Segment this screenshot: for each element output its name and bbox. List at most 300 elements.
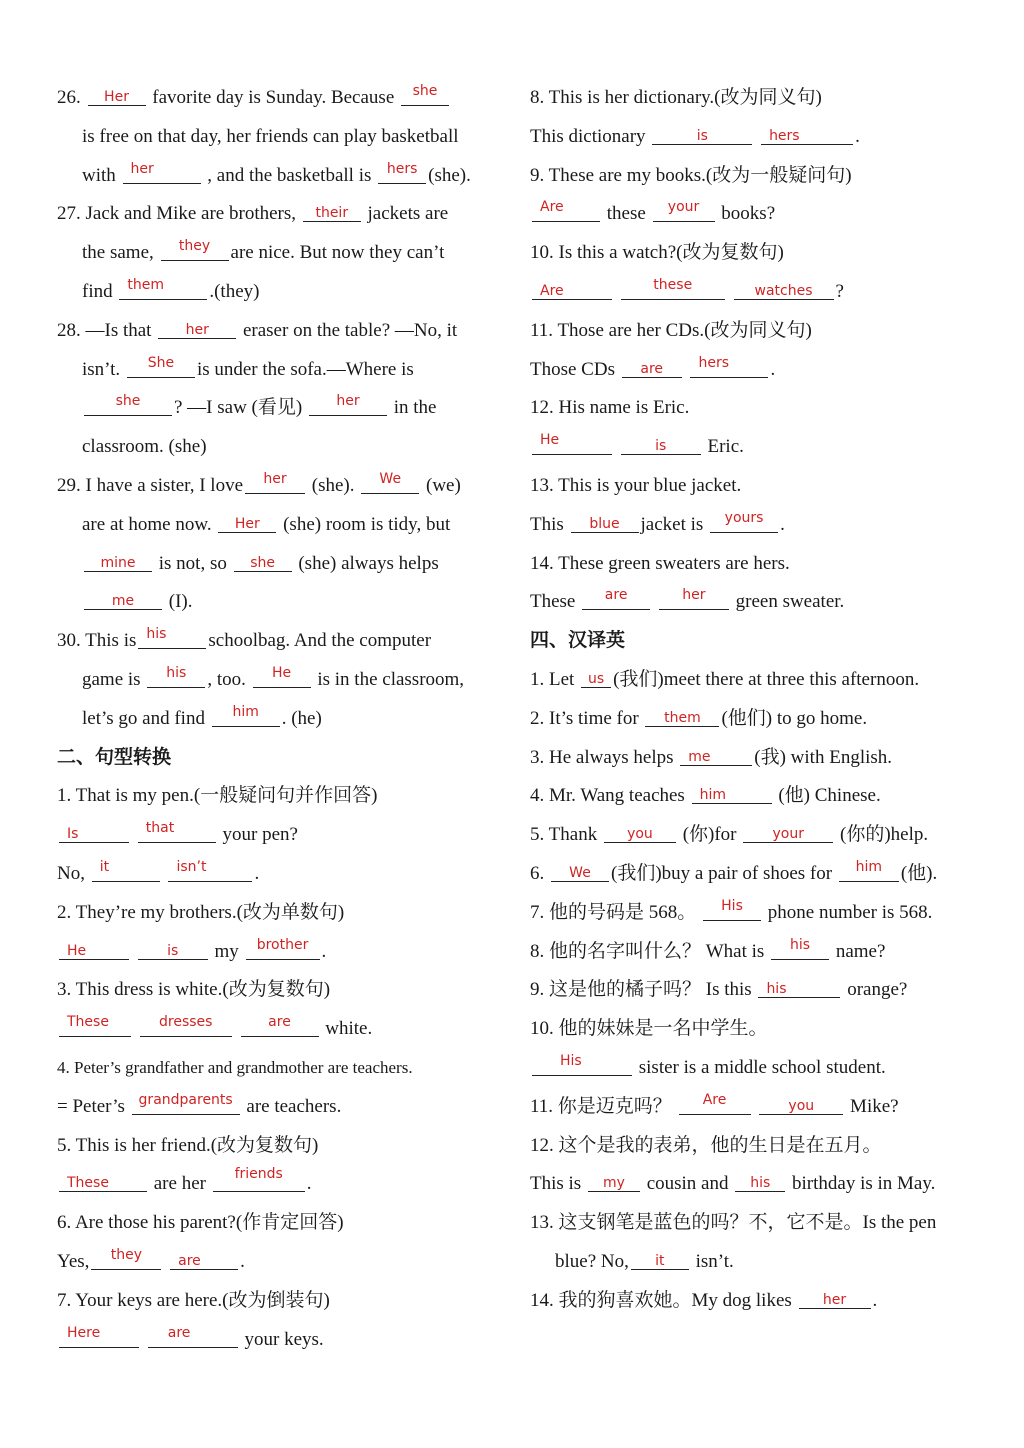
t13-line	[530, 1243, 970, 1282]
q28-answer-1: her	[185, 321, 209, 338]
q26-line1	[57, 79, 497, 118]
t10-text-1: sister is a middle school student.	[638, 1056, 886, 1078]
q29-text-2: (she).	[311, 474, 355, 496]
r10-answer-1: Are	[540, 282, 564, 299]
r12-answer-1: He	[540, 432, 560, 449]
q29-blank-4[interactable]	[84, 551, 152, 572]
t9-answer-1: his	[766, 981, 787, 998]
s2-q3-blank-3[interactable]	[241, 1016, 319, 1037]
s2-q2-text-1: my	[214, 940, 239, 962]
t7-blank-1[interactable]	[703, 897, 761, 921]
t12-answer-1: my	[602, 1175, 625, 1192]
s2-q1-blank-4[interactable]	[168, 858, 252, 882]
t9-text-2: orange?	[847, 979, 908, 1001]
q26-answer-2: she	[412, 83, 438, 99]
q29-answer-2: We	[379, 470, 402, 487]
t11-text-1: 11. 你是迈克吗？	[530, 1095, 672, 1117]
t11-answer-2: you	[788, 1097, 815, 1114]
r9-text-1: these	[606, 203, 646, 225]
q30-answer-3: He	[272, 664, 292, 681]
r12-text-1: Eric.	[707, 436, 744, 458]
q27-text-4: are nice. But now they can’t	[230, 242, 445, 264]
t6-blank-1[interactable]	[551, 861, 609, 882]
q28-blank-1[interactable]	[158, 318, 236, 339]
t12-blank-2[interactable]	[735, 1171, 785, 1192]
q28-line3	[57, 389, 497, 428]
s2-q6-answer-1: they	[110, 1246, 143, 1263]
left-column	[57, 79, 497, 1359]
t6-answer-2: him	[855, 858, 883, 875]
t7-text-1: 7. 他的号码是 568。	[530, 901, 697, 923]
t14-text-1: 14. 我的狗喜欢她。My dog likes	[530, 1289, 792, 1311]
r11-answer-2: hers	[698, 354, 730, 371]
t13-title: 13. 这支钢笔是蓝色的吗？不，它不是。Is the pen	[530, 1212, 937, 1234]
t8-answer-1: his	[790, 936, 811, 953]
t1-text-1: 1. Let	[530, 668, 575, 690]
r13-text-1: This	[530, 513, 564, 535]
r10-blank-1[interactable]	[532, 279, 612, 300]
t3-text-1: 3. He always helps	[530, 746, 674, 768]
s2-q5-blank-1[interactable]	[59, 1171, 147, 1192]
t13-blank-1[interactable]	[631, 1249, 689, 1270]
t5-text-3: (你的)help.	[840, 824, 929, 846]
r9-blank-2[interactable]	[653, 201, 715, 222]
s2-q7-title: 7. Your keys are here.(改为倒装句)	[57, 1289, 330, 1311]
t12-text-2: cousin and	[646, 1173, 729, 1195]
q30-answer-1: his	[146, 626, 167, 643]
q28-text-2: eraser on the table? —No, it	[242, 319, 458, 341]
s2-q7-text-1: your keys.	[244, 1328, 324, 1350]
q29-answer-5: she	[250, 554, 275, 571]
q30-blank-1[interactable]	[138, 628, 206, 649]
s2-q7-blank-2[interactable]	[148, 1324, 238, 1348]
t9-blank-1[interactable]	[758, 977, 840, 998]
r8-line1	[530, 118, 970, 157]
r10-title: 10. Is this a watch?(改为复数句)	[530, 242, 784, 264]
t2-text-2: (他们) to go home.	[721, 707, 868, 729]
s2-q7-answer-2: are	[167, 1324, 191, 1341]
t1-blank-1[interactable]	[581, 667, 611, 688]
s2-q2-answer-1: He	[67, 942, 87, 959]
s2-q5-blank-2[interactable]	[213, 1166, 305, 1192]
t12-line	[530, 1165, 970, 1204]
r14-title: 14. These green sweaters are hers.	[530, 552, 790, 574]
r14-line1	[530, 583, 970, 622]
t9-line	[530, 971, 970, 1010]
q29-line4	[57, 583, 497, 622]
s2-q3-title: 3. This dress is white.(改为复数句)	[57, 979, 331, 1001]
q28-text-5: ? —I saw (看见)	[174, 397, 303, 419]
q27-line3	[57, 273, 497, 312]
r9-answer-2: your	[667, 199, 700, 216]
s2-q2-blank-2[interactable]	[138, 939, 208, 960]
q30-blank-4[interactable]	[212, 703, 280, 727]
q28-answer-4: her	[336, 393, 360, 410]
s2-q1-answer-4: isn’t	[176, 858, 207, 875]
t11-answer-1: Are	[702, 1091, 727, 1108]
r11-title: 11. Those are her CDs.(改为同义句)	[530, 319, 812, 341]
q30-line3	[57, 700, 497, 739]
t6-line	[530, 855, 970, 894]
r13-text-3: .	[780, 513, 785, 535]
q28-blank-2[interactable]	[127, 354, 195, 378]
r10-answer-2: these	[653, 276, 693, 293]
t5-blank-2[interactable]	[743, 822, 833, 843]
q29-blank-3[interactable]	[218, 512, 276, 533]
t2-answer-1: them	[664, 709, 701, 726]
t8-text-1: 8. 他的名字叫什么？ What is	[530, 940, 765, 962]
t2-blank-1[interactable]	[645, 706, 719, 727]
q27-answer-2: they	[178, 238, 211, 255]
s2-q1-text-1: your pen?	[222, 824, 298, 846]
t4-text-1: 4. Mr. Wang teaches	[530, 785, 685, 807]
r13-answer-2: yours	[724, 509, 764, 526]
r12-line1	[530, 428, 970, 467]
q26-answer-1: Her	[104, 89, 129, 105]
q27-answer-3: them	[127, 276, 164, 293]
t11-blank-2[interactable]	[759, 1094, 843, 1115]
s2-q6-text-1: Yes,	[57, 1250, 90, 1272]
t4-blank-1[interactable]	[692, 783, 772, 804]
r8-blank-1[interactable]	[652, 124, 752, 145]
t14-answer-1: her	[822, 1291, 847, 1308]
s2-q3-text-1: white.	[325, 1018, 373, 1040]
s2-q1-blank-3[interactable]	[92, 858, 160, 882]
s2-q7-blank-1[interactable]	[59, 1324, 139, 1348]
s2-q6-line1	[57, 1243, 497, 1282]
q29-blank-6[interactable]	[84, 589, 162, 610]
t2-line	[530, 700, 970, 739]
t5-answer-2: your	[772, 826, 804, 843]
r10-blank-2[interactable]	[621, 276, 725, 300]
q30-text-1: This is	[85, 630, 137, 652]
s2-q6-blank-2[interactable]	[170, 1249, 238, 1270]
q27-line1	[57, 195, 497, 234]
q30-line2	[57, 661, 497, 700]
r12-blank-2[interactable]	[621, 434, 701, 455]
t12-title: 12. 这个是我的表弟，他的生日是在五月。	[530, 1134, 882, 1156]
q30-line1	[57, 622, 497, 661]
s2-q6-blank-1[interactable]	[91, 1246, 161, 1270]
s2-q2-blank-3[interactable]	[246, 936, 320, 960]
t5-blank-1[interactable]	[604, 822, 676, 843]
t11-line	[530, 1088, 970, 1127]
t12-answer-2: his	[750, 1175, 771, 1192]
t12-text-3: birthday is in May.	[792, 1173, 936, 1195]
r14-answer-1: are	[604, 587, 628, 604]
t1-line	[530, 661, 970, 700]
q30-text-2: schoolbag. And the computer	[208, 630, 432, 652]
q29-text-6: is not, so	[158, 552, 227, 574]
q30-answer-4: him	[232, 703, 259, 720]
s2-q6-title: 6. Are those his parent?(作肯定回答)	[57, 1212, 344, 1234]
q26-text-1: favorite day is Sunday. Because	[152, 87, 395, 108]
t10-blank-1[interactable]	[532, 1052, 632, 1076]
s2-q6-text-2: .	[240, 1250, 245, 1272]
t13-text-2: isn’t.	[695, 1250, 734, 1272]
r14-answer-2: her	[682, 587, 706, 604]
q29-text-5: (she) room is tidy, but	[283, 513, 451, 535]
s2-q1-blank-2[interactable]	[138, 822, 216, 843]
s2-q7-line1	[57, 1321, 497, 1360]
t10-line	[530, 1049, 970, 1088]
s2-q5-text-2: .	[306, 1173, 312, 1195]
q26-blank-3[interactable]	[123, 160, 201, 184]
t2-text-1: 2. It’s time for	[530, 707, 639, 729]
r13-answer-1: blue	[589, 515, 620, 532]
q29-answer-4: mine	[100, 554, 136, 571]
t14-text-2: .	[872, 1289, 878, 1311]
q29-text-4: are at home now.	[82, 513, 212, 535]
q26-answer-3: her	[130, 160, 154, 177]
s2-q3-answer-3: are	[268, 1014, 291, 1031]
q28-line4	[57, 428, 497, 467]
q30-text-6: let’s go and find	[82, 707, 205, 729]
t5-text-2: (你)for	[682, 824, 737, 846]
r13-blank-2[interactable]	[710, 509, 778, 533]
r11-answer-1: are	[640, 360, 664, 377]
t1-answer-1: us	[587, 670, 605, 687]
t13-text-1: blue? No,	[555, 1250, 629, 1272]
q27-blank-3[interactable]	[119, 276, 207, 300]
r11-text-2: .	[770, 358, 776, 380]
r9-line1	[530, 195, 970, 234]
q28-line1	[57, 312, 497, 351]
q28-number: 28.	[57, 319, 81, 341]
q27-text-6: .(they)	[209, 280, 260, 302]
q28-text-7: classroom. (she)	[82, 436, 207, 458]
s2-q5-text-1: are her	[153, 1173, 206, 1195]
t3-line	[530, 739, 970, 778]
q26-number: 26.	[57, 87, 81, 108]
q29-number: 29.	[57, 474, 81, 496]
t13-answer-1: it	[655, 1252, 665, 1269]
q30-text-7: . (he)	[281, 707, 322, 729]
t8-text-2: name?	[835, 940, 886, 962]
t9-text-1: 9. 这是他的橘子吗？ Is this	[530, 979, 752, 1001]
s2-q3-answer-2: dresses	[159, 1014, 213, 1031]
q29-line3	[57, 545, 497, 584]
s2-q5-title: 5. This is her friend.(改为复数句)	[57, 1134, 319, 1156]
t1-text-2: (我们)meet there at three this afternoon.	[613, 668, 920, 690]
r13-text-2: jacket is	[640, 513, 704, 535]
t3-answer-1: me	[688, 748, 711, 765]
s2-q1-line1	[57, 816, 497, 855]
t3-text-2: (我) with English.	[754, 746, 893, 768]
q27-answer-1: their	[315, 205, 349, 222]
t12-blank-1[interactable]	[588, 1171, 640, 1192]
q27-text-1: Jack and Mike are brothers,	[85, 203, 297, 225]
q26-line2	[57, 118, 497, 157]
q29-text-7: (she) always helps	[298, 552, 439, 574]
q27-line2	[57, 234, 497, 273]
q26-text-3: with	[82, 164, 116, 186]
q29-text-3: (we)	[426, 474, 461, 496]
section2-heading: 二、句型转换	[57, 746, 172, 768]
t5-answer-1: you	[627, 826, 653, 843]
r9-blank-1[interactable]	[532, 201, 600, 222]
s2-q2-text-2: .	[321, 940, 327, 962]
s2-q4-text-1: = Peter’s	[57, 1095, 125, 1117]
r9-answer-1: Are	[540, 199, 564, 216]
t4-line	[530, 777, 970, 816]
right-column	[530, 79, 970, 1321]
r11-line1	[530, 351, 970, 390]
r10-line1	[530, 273, 970, 312]
q27-blank-2[interactable]	[161, 240, 229, 261]
s2-q3-line1	[57, 1010, 497, 1049]
t8-line	[530, 933, 970, 972]
q29-text-1: I have a sister, I love	[85, 474, 244, 496]
q30-text-5: is in the classroom,	[317, 668, 465, 690]
t10-answer-1: His	[560, 1052, 582, 1069]
q28-text-1: —Is that	[85, 319, 152, 341]
s2-q1-blank-1[interactable]	[59, 822, 129, 843]
q29-answer-6: me	[111, 593, 135, 610]
r10-text-1: ?	[835, 280, 844, 302]
section4-heading: 四、汉译英	[530, 630, 626, 652]
t3-blank-1[interactable]	[680, 745, 752, 766]
t11-blank-1[interactable]	[679, 1091, 751, 1115]
q29-line2	[57, 506, 497, 545]
r14-text-1: These	[530, 591, 576, 613]
r11-text-1: Those CDs	[530, 358, 615, 380]
s2-q5-line1	[57, 1165, 497, 1204]
s2-q1-answer-2: that	[145, 820, 175, 837]
t12-text-1: This is	[530, 1173, 582, 1195]
r8-text-2: .	[855, 125, 860, 147]
q29-answer-3: Her	[234, 515, 260, 532]
s2-q4-answer-1: grandparents	[138, 1091, 233, 1108]
q29-blank-2[interactable]	[361, 470, 419, 494]
t5-line	[530, 816, 970, 855]
q26-blank-4[interactable]	[378, 160, 426, 184]
t4-text-2: (他) Chinese.	[778, 785, 881, 807]
t5-text-1: 5. Thank	[530, 824, 598, 846]
t10-title: 10. 他的妹妹是一名中学生。	[530, 1018, 768, 1040]
q27-text-5: find	[82, 280, 113, 302]
r8-title: 8. This is her dictionary.(改为同义句)	[530, 87, 822, 108]
r11-blank-1[interactable]	[622, 357, 682, 378]
q26-blank-2[interactable]	[401, 85, 449, 106]
s2-q1-answer-3: it	[99, 858, 110, 875]
r14-blank-1[interactable]	[582, 589, 650, 610]
q29-answer-1: her	[263, 470, 287, 487]
q27-text-2: jackets are	[367, 203, 449, 225]
s2-q2-line1	[57, 933, 497, 972]
q28-line2	[57, 351, 497, 390]
r13-title: 13. This is your blue jacket.	[530, 474, 742, 496]
s2-q2-answer-2: is	[167, 942, 179, 959]
s2-q2-blank-1[interactable]	[59, 939, 129, 960]
t7-answer-1: His	[721, 897, 743, 914]
q26-answer-4: hers	[386, 160, 418, 177]
q30-blank-2[interactable]	[147, 664, 205, 688]
t14-blank-1[interactable]	[799, 1288, 871, 1309]
r10-blank-3[interactable]	[734, 279, 834, 300]
s2-q4-blank-1[interactable]	[132, 1091, 240, 1115]
s2-q5-answer-1: These	[67, 1175, 109, 1192]
q30-answer-2: his	[166, 664, 187, 681]
s2-q3-blank-2[interactable]	[140, 1016, 232, 1037]
r10-answer-3: watches	[754, 282, 813, 299]
t6-blank-2[interactable]	[839, 858, 899, 882]
q30-blank-3[interactable]	[253, 664, 311, 688]
r9-text-2: books?	[721, 203, 776, 225]
t8-blank-1[interactable]	[771, 936, 829, 960]
q27-number: 27.	[57, 203, 81, 225]
r8-text-1: This dictionary	[530, 125, 646, 147]
t14-line	[530, 1282, 970, 1321]
r11-blank-2[interactable]	[690, 354, 768, 378]
r8-answer-1: is	[696, 127, 708, 144]
q29-text-8: (I).	[168, 591, 193, 613]
q28-text-3: isn’t.	[82, 358, 121, 380]
t6-answer-1: We	[569, 864, 591, 881]
s2-q4-text-2: are teachers.	[246, 1095, 342, 1117]
q26-text-2: is free on that day, her friends can play basketball	[82, 125, 459, 147]
s2-q1-line2	[57, 855, 497, 894]
s2-q1-answer-1: Is	[67, 826, 79, 843]
r8-answer-2: hers	[769, 127, 800, 144]
q26-line3	[57, 157, 497, 196]
s2-q3-blank-1[interactable]	[59, 1016, 131, 1037]
q26-text-4: , and the basketball is	[207, 164, 372, 186]
q30-text-4: , too.	[207, 668, 246, 690]
t4-answer-1: him	[699, 787, 726, 804]
s2-q1-text-3: .	[254, 862, 260, 884]
q28-text-6: in the	[393, 397, 437, 419]
q29-blank-5[interactable]	[234, 551, 292, 572]
r12-answer-2: is	[655, 438, 667, 455]
q28-answer-2: She	[147, 354, 175, 371]
t11-text-2: Mike?	[850, 1095, 899, 1117]
s2-q1-text-2: No,	[57, 862, 85, 884]
s2-q7-answer-1: Here	[67, 1324, 101, 1341]
r12-blank-1[interactable]	[532, 434, 612, 455]
q30-number: 30.	[57, 630, 81, 652]
s2-q2-answer-3: brother	[256, 936, 309, 953]
t7-text-2: phone number is 568.	[767, 901, 933, 923]
q29-line1	[57, 467, 497, 506]
q28-answer-3: she	[115, 393, 141, 410]
s2-q4-line1	[57, 1088, 497, 1127]
q27-blank-1[interactable]	[303, 201, 361, 222]
q29-blank-1[interactable]	[245, 470, 305, 494]
r9-title: 9. These are my books.(改为一般疑问句)	[530, 164, 852, 186]
s2-q6-answer-2: are	[178, 1252, 201, 1269]
s2-q1-title: 1. That is my pen.(一般疑问句并作回答)	[57, 785, 378, 807]
t6-text-2: (我们)buy a pair of shoes for	[611, 862, 833, 884]
s2-q3-answer-1: These	[67, 1014, 109, 1031]
r13-line1	[530, 506, 970, 545]
q26-text-5: (she).	[428, 164, 471, 186]
q30-text-3: game is	[82, 668, 141, 690]
t6-text-3: (他).	[900, 862, 938, 884]
r14-blank-2[interactable]	[659, 589, 729, 610]
q26-blank-1[interactable]	[88, 85, 146, 106]
r8-blank-2[interactable]	[761, 124, 853, 145]
s2-q2-title: 2. They’re my brothers.(改为单数句)	[57, 901, 345, 923]
r13-blank-1[interactable]	[571, 512, 639, 533]
q28-blank-3[interactable]	[84, 395, 172, 416]
q28-blank-4[interactable]	[309, 395, 387, 416]
t7-line	[530, 894, 970, 933]
s2-q5-answer-2: friends	[234, 1166, 283, 1183]
q28-text-4: is under the sofa.—Where is	[196, 358, 414, 380]
r12-title: 12. His name is Eric.	[530, 397, 690, 419]
t6-text-1: 6.	[530, 862, 545, 884]
